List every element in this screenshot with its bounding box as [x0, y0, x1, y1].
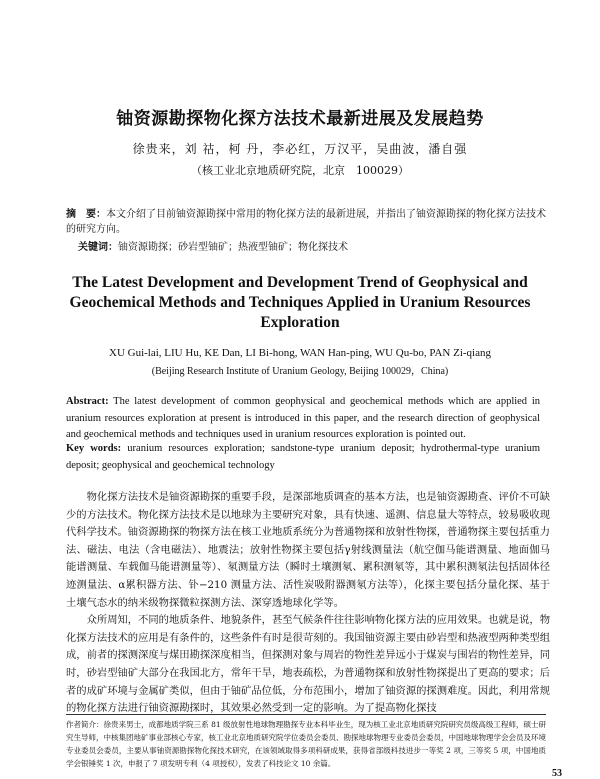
authors-chinese: 徐贵来，刘 祜，柯 丹，李必红，万汉平，吴曲波，潘自强	[132, 142, 468, 156]
body-paragraph-2: 众所周知，不同的地质条件、地貌条件，甚至气候条件往往影响物化探方法的应用效果。也就是说，物化探方法技术的应用是有条件的，这些条件有时是很苛刻的。我国铀资源主要由砂岩型和热液型两种类型组成，前者的探测深度与煤田勘探深度相当，但探测对象与周岩的物性差异远小于煤炭与围岩的物性差异，同时，砂岩型铀矿大部分在我国北方，常年干旱，地表疏松，为普通物探和放射性物探提出了更高的要求；后者的成矿环境与金属矿类似，但由于铀矿品位低，分布范围小，增加了铀资源的探测难度。因此，利用常规的物化探方法进行铀资源勘探时，其效果必然受到一定的影响。为了提高物化探技	[66, 614, 550, 715]
body-paragraph-1: 物化探方法技术是铀资源勘探的重要手段，是深部地质调查的基本方法，也是铀资源勘查、评价不可缺少的方法技术。物化探方法技术是以地球为主要研究对象，具有快速、遥测、信息量大等特点，较易吸收现代科学技术。铀资源勘探的物探方法在核工业地质系统分为普通物探和放射性物探，普通物探主要包括重力法、磁法、电法（含电磁法）、地震法；放射性物探主要包括γ射线测量法（航空伽马能谱测量、地面伽马能谱测量、车载伽马能谱测量等）、氡测量方法（瞬时土壤测氡、累积测氡等，其中累积测氡法包括固体径迹测量法、α累积器方法、钋−210 测量方法、活性炭吸附器测氡方法等），化探主要包括分量化探、基于土壤气态水的纳米级物探微粒探测方法、深穿透地球化学等。	[66, 491, 550, 609]
abstract-english	[66, 394, 540, 444]
title-chinese: 铀资源勘探物化探方法技术最新进展及发展趋势	[116, 109, 484, 129]
authors-english: XU Gui-lai, LIU Hu, KE Dan, LI Bi-hong, WAN Han-ping, WU Qu-bo, PAN Zi-qiang	[109, 347, 491, 359]
title-english: The Latest Development and Development Trend of Geophysical and Geochemical Methods and Techniques Applied in Uranium Resources Exploration	[69, 274, 531, 331]
keywords-english	[66, 441, 540, 474]
author-footnote: 作者简介：徐贵来男士，成都地质学院三系 81 级放射性地球物理勘探专业本科毕业生，现为核工业北京地质研究院研究员级高级工程师，硕士研究生导师，中核集团地矿事业部核心专家，核工业北京地质研究院学位委员会委员、勘探地球物理专业委员会委员，中国地球物理学会会员及环境专业委员会委员，主要从事铀资源勘探物化探技术研究，在该领域取得多项科研成果，获得省部级科技进步一等奖 2 项，三等奖 5 项，中国地质学会银锤奖 1 次，申报了 7 项发明专利（4 项授权），发表了科技论文 10 余篇。	[66, 720, 546, 768]
keywords-chinese-label: 关键词：	[78, 242, 118, 253]
abstract-chinese-text: 本文介绍了目前铀资源勘探中常用的物化探方法的最新进展，并指出了铀资源勘探的物化探方法技术的研究方向。	[66, 209, 546, 235]
page-number: 53	[552, 768, 562, 779]
keywords-chinese	[78, 241, 546, 255]
keywords-english-text: uranium resources exploration; sandstone-type uranium deposit; hydrothermal-type uranium deposit; geophysical and geochemical technology	[66, 443, 540, 471]
abstract-chinese	[66, 207, 546, 237]
keywords-chinese-text: 铀资源勘探；砂岩型铀矿；热液型铀矿；物化探技术	[118, 242, 348, 253]
abstract-english-text: The latest development of common geophysical and geochemical methods which are applied in uranium resources exploration at present is introduced in this paper, and the research direction of geophysical and geochemical methods and techniques used in uranium resources exploration is pointed out.	[66, 396, 540, 440]
abstract-chinese-label: 摘 要：	[66, 209, 106, 220]
footnote-divider	[66, 714, 546, 715]
keywords-english-label: Key words:	[66, 443, 122, 454]
abstract-english-label: Abstract:	[66, 396, 109, 407]
body-text	[66, 489, 550, 718]
institution-english: (Beijing Research Institute of Uranium Geology, Beijing 100029，China)	[151, 366, 449, 377]
institution-chinese: （核工业北京地质研究院，北京 100029）	[191, 164, 409, 177]
